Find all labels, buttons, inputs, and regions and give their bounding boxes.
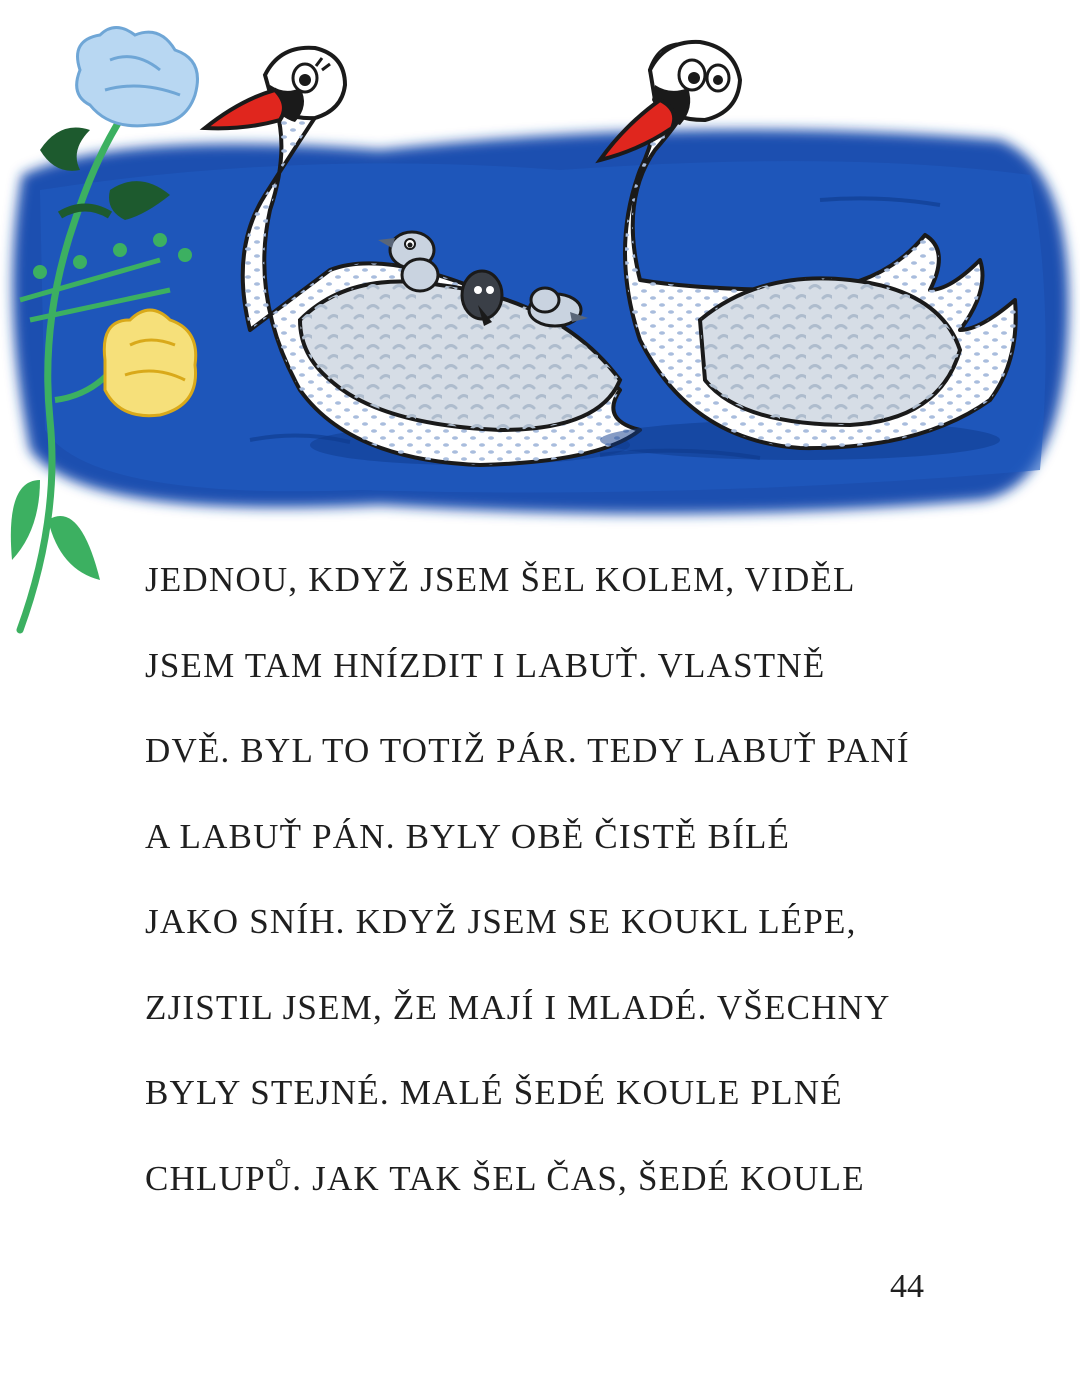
story-line: JAKO SNÍH. KDYŽ JSEM SE KOUKL LÉPE,	[145, 902, 857, 941]
story-line: A LABUŤ PÁN. BYLY OBĚ ČISTĚ BÍLÉ	[145, 816, 791, 856]
story-line: DVĚ. BYL TO TOTIŽ PÁR. TEDY LABUŤ PANÍ	[145, 731, 910, 770]
page-number: 44	[890, 1268, 924, 1305]
story-line: ZJISTIL JSEM, ŽE MAJÍ I MLADÉ. VŠECHNY	[145, 987, 891, 1027]
story-line: JEDNOU, KDYŽ JSEM ŠEL KOLEM, VIDĚL	[145, 560, 856, 599]
story-line: BYLY STEJNÉ. MALÉ ŠEDÉ KOULE PLNÉ	[145, 1073, 843, 1112]
story-line: JSEM TAM HNÍZDIT I LABUŤ. VLASTNĚ	[145, 645, 826, 685]
story-text	[145, 560, 1005, 1244]
story-line: CHLUPŮ. JAK TAK ŠEL ČAS, ŠEDÉ KOULE	[145, 1158, 865, 1198]
swans-on-pond-illustration	[0, 0, 1080, 640]
